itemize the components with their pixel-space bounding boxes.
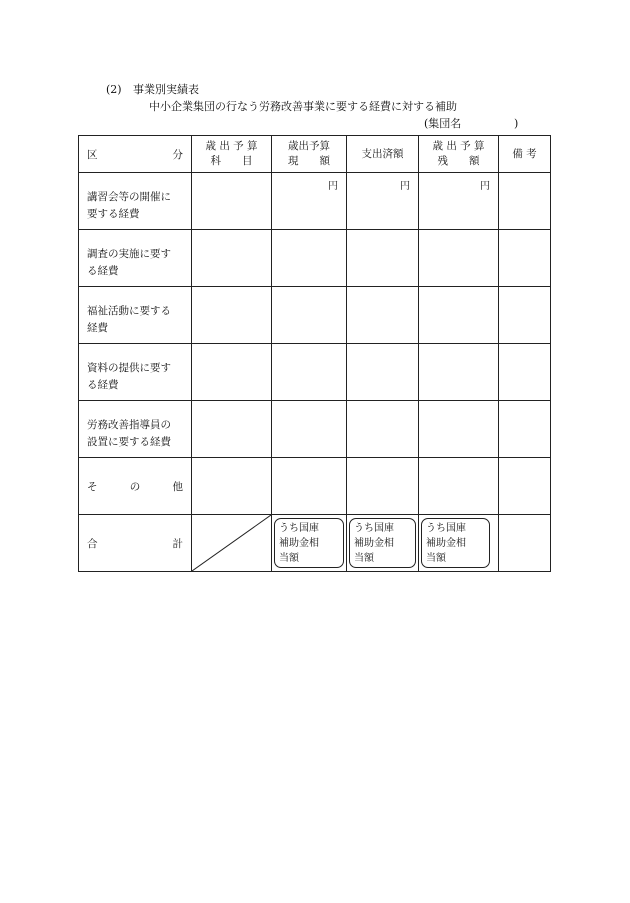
header-budget-remaining-line-2: 残 額	[437, 155, 480, 167]
row-label-line-1: 福祉活動に要する	[87, 305, 171, 317]
budget-remaining-cell	[419, 401, 499, 458]
budget-item-cell	[192, 230, 272, 287]
row-label-line-1: 調査の実施に要す	[87, 248, 171, 260]
header-category-char-1: 区	[87, 148, 98, 161]
header-category	[79, 136, 192, 173]
total-row	[79, 515, 551, 572]
unit-yen: 円	[480, 181, 490, 192]
remarks-cell	[499, 230, 551, 287]
row-label-line-1: 資料の提供に要す	[87, 362, 171, 374]
header-budget-item-line-2: 科 目	[210, 155, 253, 167]
other-label-char-2: の	[129, 480, 141, 493]
budget-item-cell	[192, 287, 272, 344]
bracket-line-1: うち国庫	[279, 523, 319, 534]
section-number: (2)	[106, 83, 122, 96]
total-spent-cell	[347, 515, 419, 572]
remarks-cell	[499, 458, 551, 515]
total-label-char-2: 計	[172, 537, 183, 550]
row-label-cell	[79, 401, 192, 458]
total-budget-item-cell	[192, 515, 272, 572]
group-name-close: )	[514, 117, 519, 130]
table-subtitle: 中小企業集団の行なう労務改善事業に要する経費に対する補助	[149, 100, 457, 113]
total-budget-current-cell	[272, 515, 347, 572]
row-label-line-2: 要する経費	[87, 208, 140, 220]
table-row	[79, 173, 551, 230]
budget-remaining-cell	[419, 287, 499, 344]
header-spent-label: 支出済額	[361, 147, 404, 160]
header-budget-item-line-1: 歳 出 予 算	[205, 140, 258, 152]
section-title: 事業別実績表	[133, 83, 199, 96]
bracket-line-1: うち国庫	[426, 523, 466, 534]
row-label-line-2: る経費	[87, 265, 119, 277]
header-spent	[347, 136, 419, 173]
total-budget-remaining-cell	[419, 515, 499, 572]
header-budget-current-line-2: 現 額	[288, 155, 330, 167]
row-label-line-2: る経費	[87, 379, 119, 391]
other-label-char-1: そ	[87, 480, 98, 493]
header-budget-remaining	[419, 136, 499, 173]
performance-table	[78, 135, 551, 572]
header-remarks-label: 備 考	[512, 147, 537, 160]
spent-cell	[347, 458, 419, 515]
other-label-char-3: 他	[172, 480, 183, 493]
budget-current-cell	[272, 458, 347, 515]
budget-remaining-cell	[419, 230, 499, 287]
header-budget-current-line-1: 歳出予算	[288, 140, 330, 152]
budget-current-cell	[272, 230, 347, 287]
budget-item-cell	[192, 401, 272, 458]
row-label-line-1: 講習会等の開催に	[87, 191, 171, 203]
total-remarks-cell	[499, 515, 551, 572]
national-subsidy-bracket	[274, 518, 344, 568]
diagonal-line	[192, 515, 271, 571]
budget-item-cell	[192, 173, 272, 230]
budget-item-cell	[192, 458, 272, 515]
header-budget-item	[192, 136, 272, 173]
header-remarks	[499, 136, 551, 173]
bracket-line-2: 補助金相	[279, 538, 319, 549]
budget-current-cell	[272, 173, 347, 230]
remarks-cell	[499, 287, 551, 344]
header-budget-current	[272, 136, 347, 173]
remarks-cell	[499, 173, 551, 230]
bracket-line-3: 当額	[354, 553, 374, 564]
spent-cell	[347, 401, 419, 458]
bracket-line-1: うち国庫	[354, 523, 394, 534]
bracket-line-3: 当額	[426, 553, 446, 564]
bracket-line-2: 補助金相	[354, 538, 394, 549]
table-row	[79, 458, 551, 515]
header-budget-remaining-line-1: 歳 出 予 算	[432, 140, 485, 152]
total-label-char-1: 合	[87, 537, 98, 550]
budget-remaining-cell	[419, 344, 499, 401]
row-label-cell	[79, 287, 192, 344]
row-label-cell	[79, 344, 192, 401]
budget-current-cell	[272, 401, 347, 458]
row-label-cell	[79, 458, 192, 515]
row-label-cell	[79, 230, 192, 287]
budget-item-cell	[192, 344, 272, 401]
spent-cell	[347, 230, 419, 287]
total-label-cell	[79, 515, 192, 572]
spent-cell	[347, 344, 419, 401]
table-row	[79, 230, 551, 287]
row-label-line-2: 経費	[87, 322, 108, 334]
group-name-label: (集団名	[424, 117, 462, 130]
budget-remaining-cell	[419, 458, 499, 515]
header-row	[79, 136, 551, 173]
budget-remaining-cell	[419, 173, 499, 230]
budget-current-cell	[272, 287, 347, 344]
unit-yen: 円	[328, 181, 338, 192]
spent-cell	[347, 173, 419, 230]
header-category-char-2: 分	[172, 148, 183, 161]
spent-cell	[347, 287, 419, 344]
table-row	[79, 287, 551, 344]
national-subsidy-bracket	[421, 518, 490, 568]
row-label-line-2: 設置に要する経費	[87, 436, 171, 448]
bracket-line-2: 補助金相	[426, 538, 466, 549]
row-label-cell	[79, 173, 192, 230]
table-row	[79, 401, 551, 458]
remarks-cell	[499, 401, 551, 458]
budget-current-cell	[272, 344, 347, 401]
remarks-cell	[499, 344, 551, 401]
row-label-line-1: 労務改善指導員の	[87, 419, 171, 431]
unit-yen: 円	[400, 181, 410, 192]
national-subsidy-bracket	[349, 518, 416, 568]
bracket-line-3: 当額	[279, 553, 299, 564]
table-row	[79, 344, 551, 401]
